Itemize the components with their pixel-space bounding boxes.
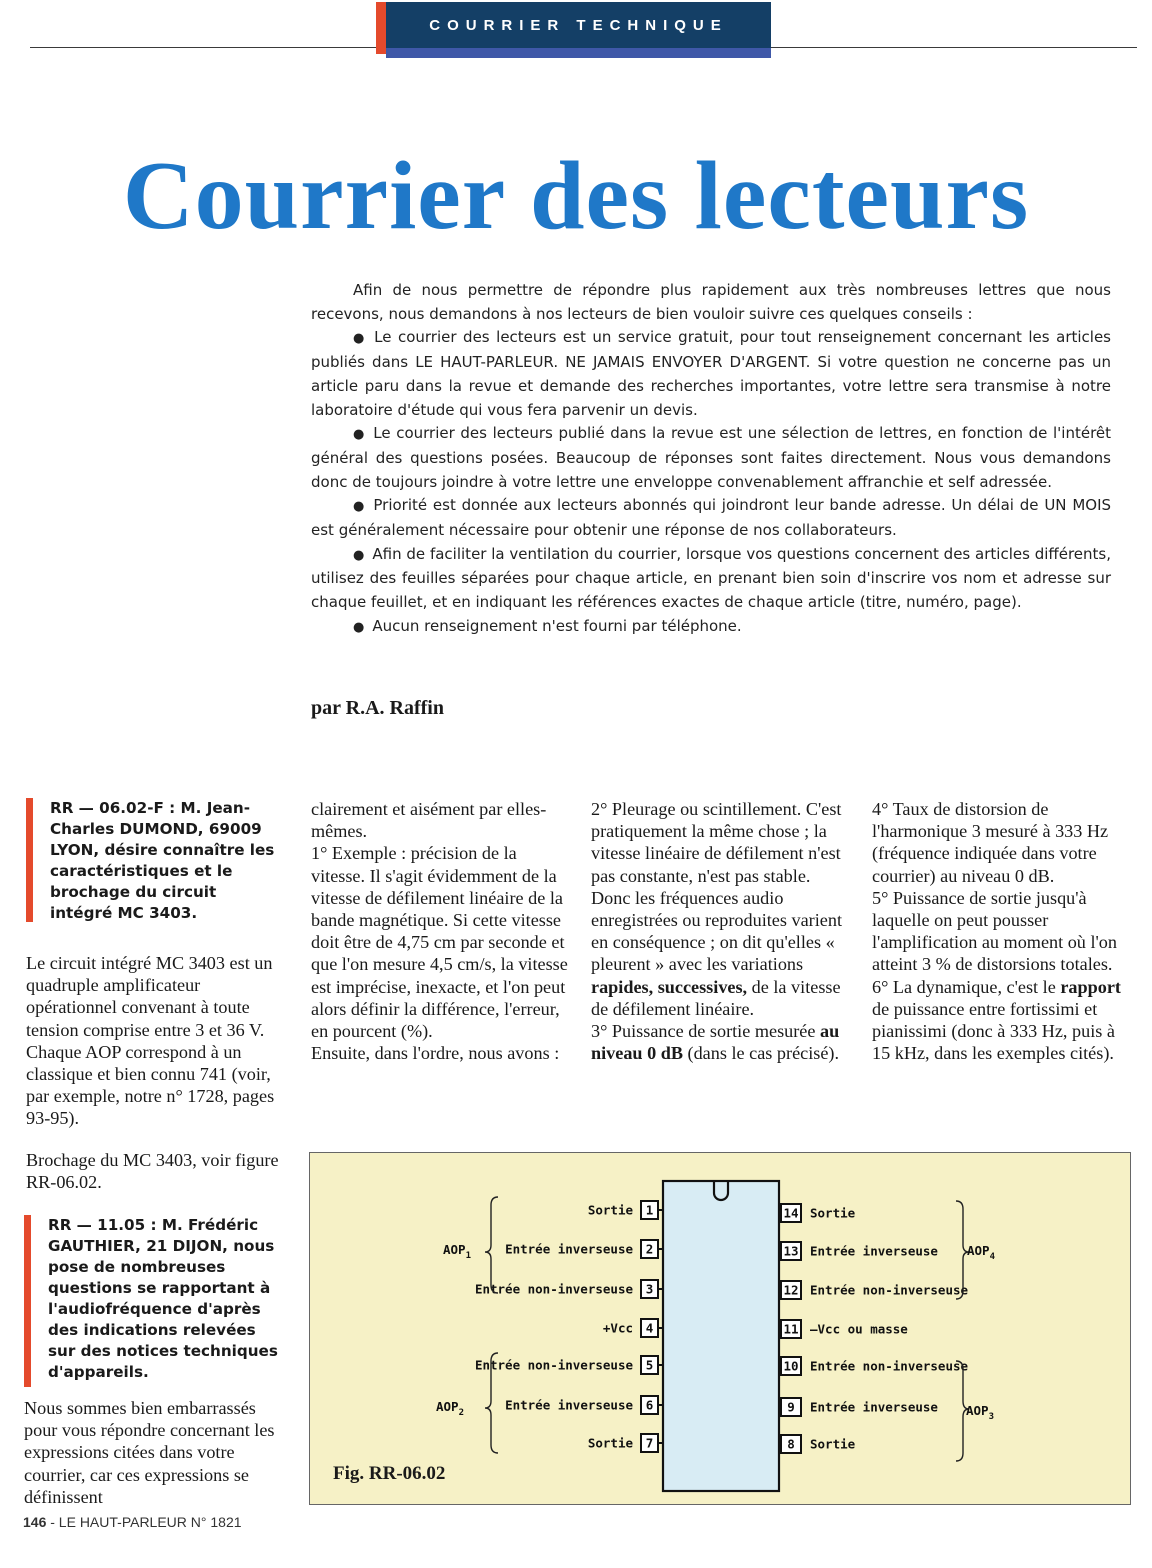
pin-label-10: Entrée non-inverseuse	[810, 1358, 969, 1374]
ic-body	[663, 1181, 779, 1491]
pin-label-2: Entrée inverseuse	[505, 1241, 633, 1257]
pin-number-7: 7	[645, 1435, 654, 1451]
header-rule-left	[30, 47, 376, 48]
page-number: 146	[23, 1514, 47, 1530]
pinout-figure	[309, 1152, 1131, 1505]
col1-paragraph-3: Nous sommes bien embarrassés pour vous répondre concernant les expressions citées dans votre courrier, car ces expressions se définissent	[24, 1398, 275, 1507]
intro-bullet-3: ● Priorité est donnée aux lecteurs abonnés qui joindront leur bande adresse. Un délai de UN MOIS est généralement nécessaire pour obtenir une réponse de nos collaborateurs.	[311, 494, 1111, 542]
pin-label-6: Entrée inverseuse	[505, 1397, 633, 1413]
col2-paragraph-3: Ensuite, dans l'ordre, nous avons :	[311, 1043, 560, 1064]
pin-number-6: 6	[645, 1397, 654, 1413]
pin-label-3: Entrée non-inverseuse	[474, 1281, 633, 1297]
header-rule-right	[771, 47, 1137, 48]
left-pins-group	[475, 1201, 663, 1452]
pin-number-3: 3	[645, 1281, 654, 1297]
callout-1-text: M. Jean-Charles DUMOND, 69009 LYON, désire connaître les caractéristiques et le brochage du circuit intégré MC 3403.	[50, 799, 275, 922]
pin-label-8: Sortie	[810, 1436, 856, 1452]
pin-number-9: 9	[787, 1399, 795, 1415]
callout-1-ref: RR — 06.02-F :	[50, 799, 176, 817]
col3-paragraph-1: 2° Pleurage ou scintillement. C'est pratiquement la même chose ; la vitesse linéaire de défilement n'est pas constante, n'est pas stable. Donc les fréquences audio enregistrées ou reproduites varient en conséquence ; on dit qu'elles « pleurent » avec les variations rapides, successives, de la vitesse de défilement linéaire.	[591, 799, 842, 1019]
letter-callout-2	[24, 1215, 280, 1387]
intro-bullet-4: ● Afin de faciliter la ventilation du courrier, lorsque vos questions concernent des articles différents, utilisez des feuilles séparées pour chaque article, en prenant bien soin d'inscrire vos nom et adresse sur chaque feuillet, et en indiquant les références exactes de chaque article (titre, numéro, page).	[311, 543, 1111, 615]
column-2	[311, 798, 569, 1064]
letter-callout-1	[26, 798, 280, 922]
pin-number-2: 2	[645, 1241, 654, 1257]
section-label: COURRIER TECHNIQUE	[429, 16, 728, 34]
pin-label-4: +Vcc	[602, 1320, 633, 1336]
section-banner	[376, 2, 771, 54]
pin-number-5: 5	[645, 1357, 654, 1373]
pin-label-12: Entrée non-inverseuse	[810, 1282, 969, 1298]
byline: par R.A. Raffin	[311, 697, 444, 719]
pin-label-7: Sortie	[587, 1435, 633, 1451]
column-1-continued	[24, 1397, 279, 1508]
banner-underline	[386, 48, 771, 58]
footer-publication: - LE HAUT-PARLEUR N° 1821	[46, 1514, 242, 1530]
pin-label-11: –Vcc ou masse	[810, 1321, 908, 1337]
pin-number-8: 8	[787, 1436, 795, 1452]
pin-number-14: 14	[783, 1205, 799, 1221]
pin-number-10: 10	[783, 1358, 799, 1374]
callout-2-text: M. Frédéric GAUTHIER, 21 DIJON, nous pose de nombreuses questions se rapportant à l'audiofréquence d'après des indications relevées sur des notices techniques d'appareils.	[48, 1216, 278, 1381]
col4-paragraph-1: 4° Taux de distorsion de l'harmonique 3 mesuré à 333 Hz (fréquence indiquée dans votre courrier) au niveau 0 dB.	[872, 799, 1109, 886]
pin-number-13: 13	[783, 1243, 799, 1259]
col3-paragraph-2: 3° Puissance de sortie mesurée au niveau 0 dB (dans le cas précisé).	[591, 1021, 840, 1064]
column-4	[872, 798, 1134, 1064]
col2-paragraph-2: 1° Exemple : précision de la vitesse. Il s'agit évidemment de la vitesse de défilement linéaire de la bande magnétique. Si cette vitesse doit être de 4,75 cm par seconde et que l'on mesure 4,5 cm/s, la vitesse est imprécise, inexacte, et l'on peut alors définir la différence, l'erreur, en pourcent (%).	[311, 843, 568, 1042]
pin-number-1: 1	[645, 1202, 654, 1218]
pin-label-14: Sortie	[810, 1205, 856, 1221]
pin-number-12: 12	[783, 1282, 799, 1298]
intro-paragraph: Afin de nous permettre de répondre plus rapidement aux très nombreuses lettres que nous recevons, nous demandons à nos lecteurs de bien vouloir suivre ces quelques conseils :	[311, 281, 1111, 323]
label-aop2: $AOP_2$	[436, 1399, 464, 1418]
pin-label-13: Entrée inverseuse	[810, 1243, 938, 1259]
label-aop1: $AOP_1$	[443, 1242, 471, 1261]
pinout-diagram	[310, 1153, 1132, 1506]
col4-paragraph-2: 5° Puissance de sortie jusqu'à laquelle on peut pousser l'amplification au moment où l'on atteint 3 % de distorsions totales.	[872, 887, 1117, 975]
pin-label-9: Entrée inverseuse	[810, 1399, 938, 1415]
col1-paragraph-2: Brochage du MC 3403, voir figure RR-06.02.	[26, 1149, 279, 1192]
column-1	[26, 952, 288, 1193]
pin-number-4: 4	[645, 1320, 654, 1336]
col1-paragraph-1: Le circuit intégré MC 3403 est un quadruple amplificateur opérationnel convenant à toute tension comprise entre 3 et 36 V. Chaque AOP correspond à un classique et bien connu 741 (voir, par exemple, notre n° 1728, pages 93-95).	[26, 953, 275, 1129]
figure-caption: Fig. RR-06.02	[333, 1463, 446, 1484]
callout-2-ref: RR — 11.05 :	[48, 1216, 157, 1234]
label-aop3: $AOP_3$	[966, 1403, 994, 1422]
pin-label-1: Sortie	[587, 1202, 633, 1218]
intro-bullet-1: ● Le courrier des lecteurs est un service gratuit, pour tout renseignement concernant les articles publiés dans LE HAUT-PARLEUR. NE JAMAIS ENVOYER D'ARGENT. Si votre question ne concerne pas un article paru dans la revue et demande des recherches importantes, votre lettre sera transmise à notre laboratoire d'étude qui vous fera parvenir un devis.	[311, 326, 1111, 422]
label-aop4: $AOP_4$	[967, 1243, 995, 1262]
page-footer	[23, 1514, 242, 1530]
bracket-aop1	[485, 1197, 498, 1293]
intro-bullet-5: ● Aucun renseignement n'est fourni par téléphone.	[311, 615, 1111, 640]
col4-paragraph-3: 6° La dynamique, c'est le rapport de puissance entre fortissimi et pianissimi (donc à 333 Hz, puis à 15 kHz, dans les exemples cités).	[872, 976, 1121, 1064]
right-pins-group	[779, 1204, 969, 1453]
column-3	[591, 798, 849, 1064]
page-title: Courrier des lecteurs	[122, 142, 1030, 250]
intro-block	[311, 279, 1111, 640]
intro-bullet-2: ● Le courrier des lecteurs publié dans la revue est une sélection de lettres, en fonction de l'intérêt général des questions posées. Beaucoup de réponses sont faites directement. Nous vous demandons donc de toujours joindre à votre lettre une enveloppe convenablement affranchie et self adressée.	[311, 422, 1111, 494]
col2-paragraph-1: clairement et aisément par elles-mêmes.	[311, 799, 547, 842]
pin-label-5: Entrée non-inverseuse	[474, 1357, 633, 1373]
pin-number-11: 11	[783, 1321, 799, 1337]
